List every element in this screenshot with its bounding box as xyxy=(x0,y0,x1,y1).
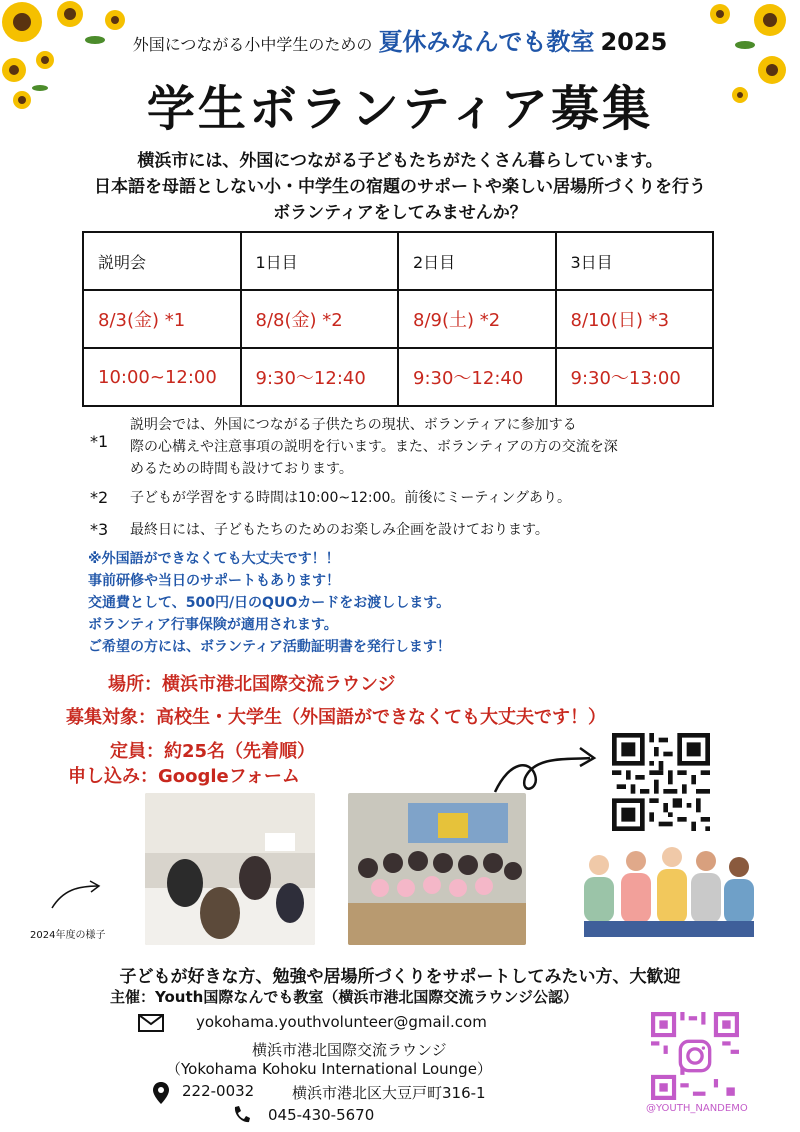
table-row xyxy=(83,232,713,290)
phone-number[interactable]: 045-430-5670 xyxy=(268,1106,375,1124)
qr-code[interactable] xyxy=(608,733,714,831)
small-arrow-icon xyxy=(48,878,108,914)
welcome-message: 子どもが好きな方、勉強や居場所づくりをサポートしてみたい方、大歓迎 xyxy=(119,967,681,987)
intro-text xyxy=(0,148,800,226)
classroom-photo-1 xyxy=(145,793,315,945)
header-subtitle: 外国につながる小中学生のための xyxy=(132,35,373,54)
mail-icon xyxy=(138,1014,164,1032)
capacity-info: 定員：約25名（先着順） xyxy=(110,741,316,762)
benefits-list xyxy=(88,548,451,658)
group-illustration xyxy=(574,843,760,939)
target-info: 募集対象：高校生・大学生（外国語ができなくても大丈夫です！） xyxy=(66,707,606,728)
org-name-en: （Yokohama Kohoku International Lounge） xyxy=(166,1060,492,1078)
note-2: 子どもが学習をする時間は10:00~12:00。前後にミーティングあり。 xyxy=(130,490,572,506)
note-line: めるための時間も設けております。 xyxy=(130,461,353,477)
table-cell: 8/10(日) *3 xyxy=(556,290,714,348)
note-mark: *1 xyxy=(90,432,109,451)
note-mark: *3 xyxy=(90,520,109,539)
table-cell: 9:30〜12:40 xyxy=(241,348,399,406)
page-title: 学生ボランティア募集 xyxy=(146,81,654,137)
postal-code: 222-0032 xyxy=(182,1082,255,1100)
benefit-item: 事前研修や当日のサポートもあります！ xyxy=(88,573,340,589)
table-row xyxy=(83,348,713,406)
note-line: 説明会では、外国につながる子供たちの現状、ボランティアに参加する xyxy=(130,417,577,433)
org-name-jp: 横浜市港北国際交流ラウンジ xyxy=(252,1041,447,1059)
sponsor-info: 主催：Youth国際なんでも教室（横浜市港北国際交流ラウンジ公認） xyxy=(110,988,578,1006)
table-cell: 説明会 xyxy=(83,232,241,290)
table-cell: 8/9(土) *2 xyxy=(398,290,556,348)
email-link[interactable]: yokohama.youthvolunteer@gmail.com xyxy=(196,1013,487,1031)
photo-caption: 2024年度の様子 xyxy=(30,930,106,941)
note-line: 際の心構えや注意事項の説明を行います。また、ボランティアの方の交流を深 xyxy=(130,439,618,455)
header xyxy=(0,22,800,57)
place-info: 場所：横浜市港北国際交流ラウンジ xyxy=(108,674,396,695)
table-cell: 10:00~12:00 xyxy=(83,348,241,406)
benefit-item: ご希望の方には、ボランティア活動証明書を発行します！ xyxy=(88,639,451,655)
program-name: 夏休みなんでも教室 xyxy=(378,28,595,56)
table-cell: 9:30〜12:40 xyxy=(398,348,556,406)
arrow-icon xyxy=(490,740,600,800)
table-row xyxy=(83,290,713,348)
address: 横浜市港北区大豆戸町316-1 xyxy=(292,1084,486,1102)
note-3: 最終日には、子どもたちのためのお楽しみ企画を設けております。 xyxy=(130,522,549,538)
intro-line: 横浜市には、外国につながる子どもたちがたくさん暮らしています。 xyxy=(137,151,663,171)
note-1 xyxy=(130,414,618,480)
phone-icon xyxy=(232,1105,250,1125)
note-mark: *2 xyxy=(90,488,109,507)
table-cell: 3日目 xyxy=(556,232,714,290)
table-cell: 2日目 xyxy=(398,232,556,290)
location-pin-icon xyxy=(152,1081,170,1105)
table-cell: 9:30〜13:00 xyxy=(556,348,714,406)
program-year: 2025 xyxy=(600,28,668,56)
classroom-photo-2 xyxy=(348,793,526,945)
benefit-item: ボランティア行事保険が適用されます。 xyxy=(88,617,338,633)
table-cell: 8/3(金) *1 xyxy=(83,290,241,348)
apply-info: 申し込み：Googleフォーム xyxy=(68,766,300,787)
table-cell: 8/8(金) *2 xyxy=(241,290,399,348)
benefit-item: 交通費として、500円/日のQUOカードをお渡しします。 xyxy=(88,595,451,611)
intro-line: ボランティアをしてみませんか？ xyxy=(273,203,527,223)
table-cell: 1日目 xyxy=(241,232,399,290)
schedule-table xyxy=(82,231,714,407)
benefit-item: ※外国語ができなくても大丈夫です！！ xyxy=(88,551,340,567)
instagram-qr-code[interactable] xyxy=(650,1012,740,1100)
intro-line: 日本語を母語としない小・中学生の宿題のサポートや楽しい居場所づくりを行う xyxy=(94,177,706,197)
instagram-handle[interactable]: @YOUTH_NANDEMO xyxy=(646,1103,748,1114)
